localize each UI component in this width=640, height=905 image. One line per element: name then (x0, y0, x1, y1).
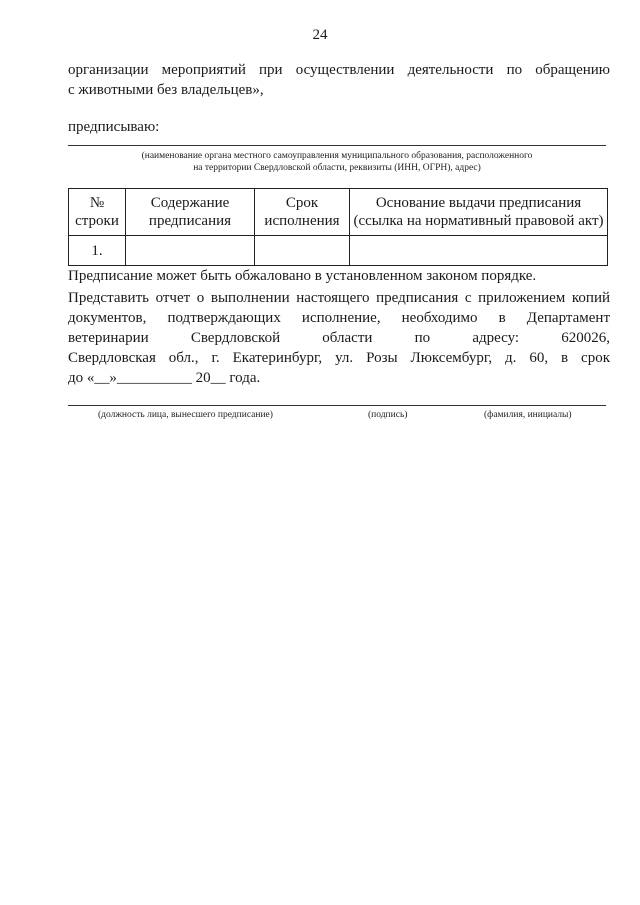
prescribe-word: предписываю: (68, 119, 160, 135)
prescription-table (68, 188, 608, 266)
intro-line-2: с животными без владельцев», (68, 82, 264, 98)
report-line-2: документов, подтверждающих исполнение, необходимо в Департамент (68, 310, 610, 326)
header-row-number: № строки (69, 189, 126, 236)
org-caption-line-2: на территории Свердловской области, реквизиты (ИНН, ОГРН), адрес) (193, 163, 481, 173)
header-deadline: Срок исполнения (255, 189, 350, 236)
intro-paragraph-end (68, 80, 610, 100)
table-row (69, 236, 608, 266)
report-line-1: Представить отчет о выполнении настоящего предписания с приложением копий (68, 290, 610, 306)
header-basis: Основание выдачи предписания (ссылка на нормативный правовой акт) (350, 189, 608, 236)
table-header-row (69, 189, 608, 236)
signature-line (68, 405, 606, 406)
cell-basis (350, 236, 608, 266)
cell-content (126, 236, 255, 266)
name-label: (фамилия, инициалы) (484, 410, 572, 420)
page-number: 24 (312, 27, 328, 43)
intro-paragraph (68, 60, 610, 80)
report-line-5: до «__»__________ 20__ года. (68, 370, 261, 386)
signature-label: (подпись) (368, 410, 408, 420)
header-content: Содержание предписания (126, 189, 255, 236)
appeal-text: Предписание может быть обжаловано в установленном законом порядке. (68, 268, 537, 284)
org-caption-line-1: (наименование органа местного самоуправления муниципального образования, расположенного (141, 151, 533, 161)
report-paragraph (68, 288, 610, 388)
report-line-3: ветеринарии Свердловской области по адресу: 620026, (68, 330, 610, 346)
cell-row-number: 1. (69, 236, 126, 266)
position-label: (должность лица, вынесшего предписание) (98, 410, 273, 420)
org-caption (68, 150, 606, 174)
cell-deadline (255, 236, 350, 266)
report-line-4: Свердловская обл., г. Екатеринбург, ул. Розы Люксембург, д. 60, в срок (68, 350, 610, 366)
intro-line-1: организации мероприятий при осуществлении деятельности по обращению (68, 62, 610, 78)
org-name-line (68, 145, 606, 146)
